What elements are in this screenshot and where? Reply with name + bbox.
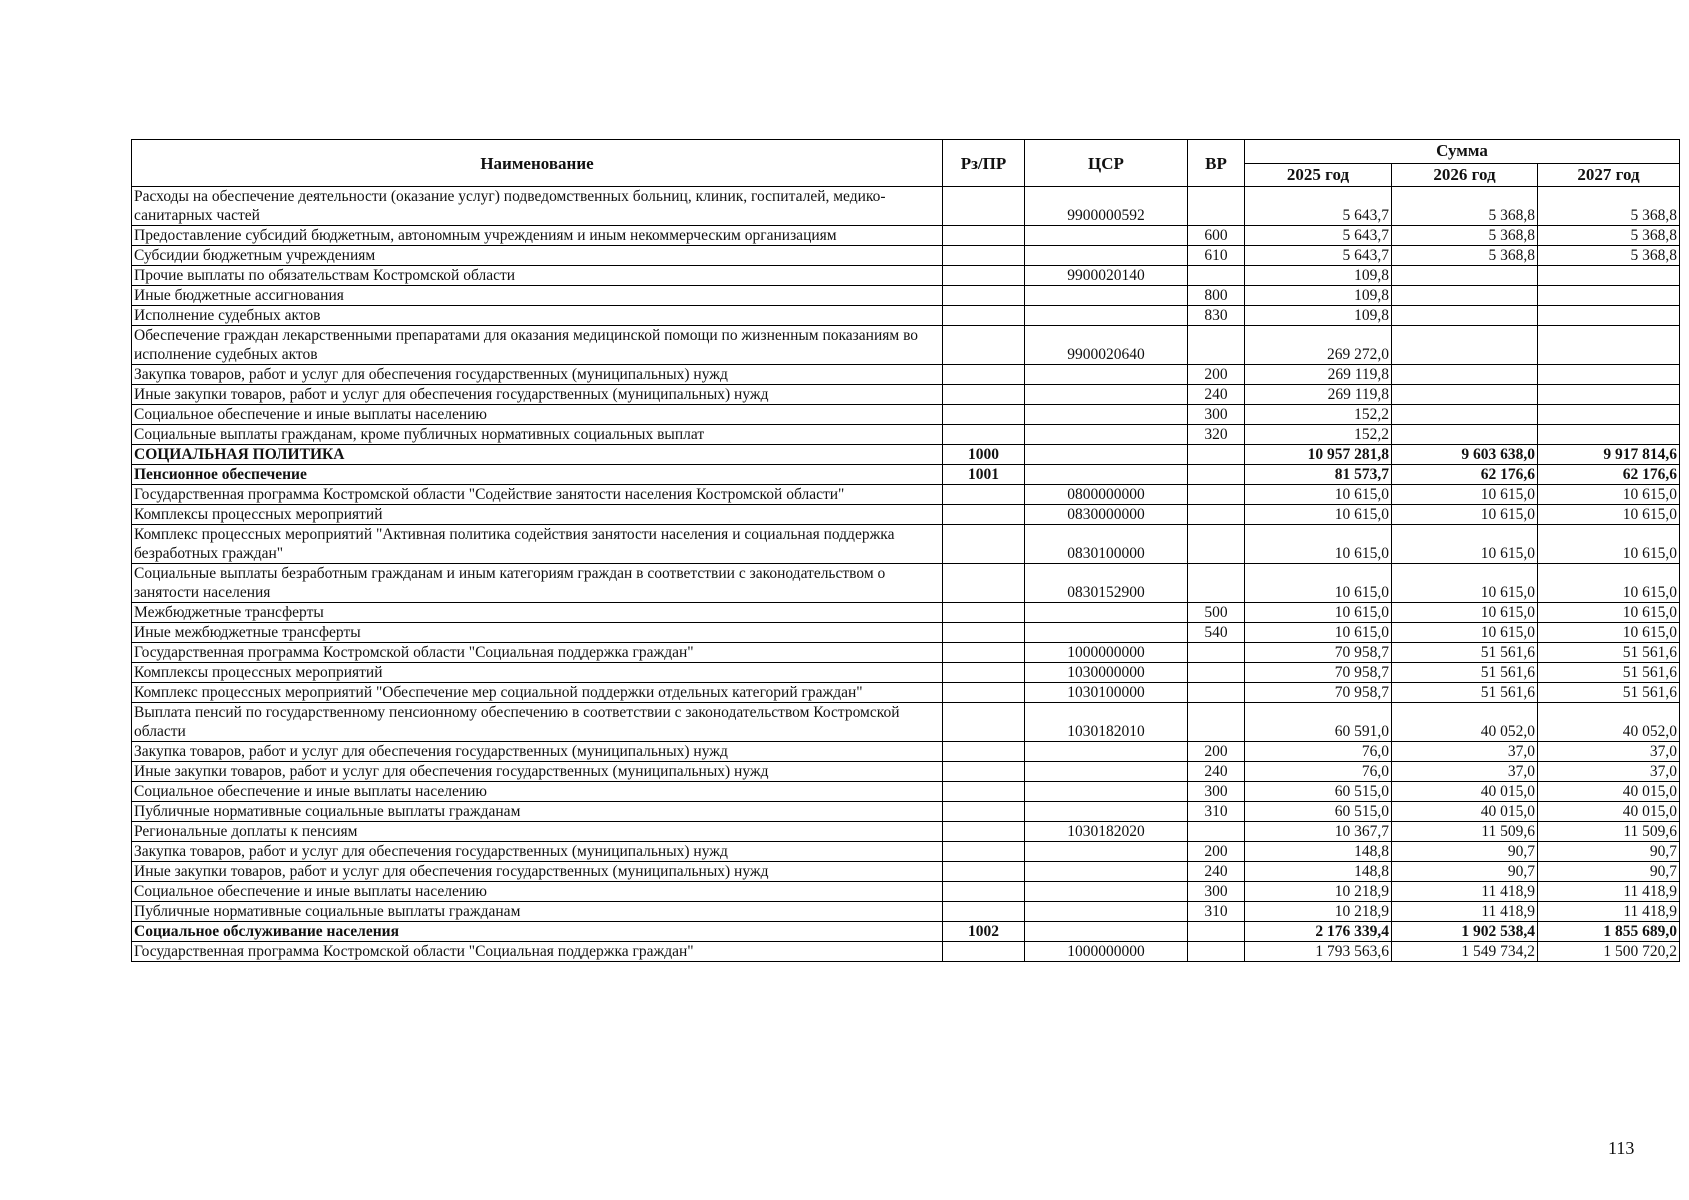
cell-sum-2027: 51 561,6 bbox=[1538, 663, 1680, 683]
cell-sum-2027: 37,0 bbox=[1538, 762, 1680, 782]
cell-name: Социальные выплаты безработным гражданам и иным категориям граждан в соответствии с законодательством о занятости населения bbox=[132, 564, 943, 603]
cell-name: Государственная программа Костромской области "Содействие занятости населения Костромской области" bbox=[132, 485, 943, 505]
cell-sum-2027: 11 418,9 bbox=[1538, 902, 1680, 922]
cell-rz-pr bbox=[943, 485, 1025, 505]
cell-name: Социальное обеспечение и иные выплаты населению bbox=[132, 882, 943, 902]
cell-rz-pr: 1001 bbox=[943, 465, 1025, 485]
table-row bbox=[132, 703, 1680, 742]
cell-name: Социальные выплаты гражданам, кроме публичных нормативных социальных выплат bbox=[132, 425, 943, 445]
table-row bbox=[132, 742, 1680, 762]
cell-name: Иные бюджетные ассигнования bbox=[132, 286, 943, 306]
cell-name: Социальное обеспечение и иные выплаты населению bbox=[132, 405, 943, 425]
cell-vr: 200 bbox=[1188, 742, 1245, 762]
cell-rz-pr bbox=[943, 405, 1025, 425]
cell-sum-2026: 40 015,0 bbox=[1392, 802, 1538, 822]
cell-rz-pr bbox=[943, 187, 1025, 226]
table-row bbox=[132, 802, 1680, 822]
cell-sum-2026: 11 418,9 bbox=[1392, 882, 1538, 902]
cell-vr: 500 bbox=[1188, 603, 1245, 623]
cell-sum-2027: 5 368,8 bbox=[1538, 187, 1680, 226]
cell-sum-2026 bbox=[1392, 425, 1538, 445]
cell-csr bbox=[1025, 922, 1188, 942]
cell-sum-2025: 10 615,0 bbox=[1245, 525, 1392, 564]
cell-sum-2025: 70 958,7 bbox=[1245, 683, 1392, 703]
header-year-2027: 2027 год bbox=[1538, 163, 1680, 187]
cell-sum-2027: 40 015,0 bbox=[1538, 802, 1680, 822]
cell-vr: 300 bbox=[1188, 405, 1245, 425]
cell-name: Закупка товаров, работ и услуг для обеспечения государственных (муниципальных) нужд bbox=[132, 365, 943, 385]
cell-csr: 0800000000 bbox=[1025, 485, 1188, 505]
cell-rz-pr bbox=[943, 306, 1025, 326]
cell-rz-pr bbox=[943, 802, 1025, 822]
cell-sum-2026: 1 902 538,4 bbox=[1392, 922, 1538, 942]
cell-sum-2025: 152,2 bbox=[1245, 425, 1392, 445]
cell-sum-2027 bbox=[1538, 405, 1680, 425]
cell-rz-pr bbox=[943, 286, 1025, 306]
cell-sum-2027: 11 418,9 bbox=[1538, 882, 1680, 902]
cell-sum-2026 bbox=[1392, 405, 1538, 425]
table-row bbox=[132, 226, 1680, 246]
cell-sum-2027: 1 500 720,2 bbox=[1538, 942, 1680, 962]
cell-csr bbox=[1025, 762, 1188, 782]
cell-sum-2025: 60 591,0 bbox=[1245, 703, 1392, 742]
cell-vr: 320 bbox=[1188, 425, 1245, 445]
cell-csr bbox=[1025, 425, 1188, 445]
cell-vr bbox=[1188, 465, 1245, 485]
cell-rz-pr bbox=[943, 603, 1025, 623]
cell-rz-pr bbox=[943, 505, 1025, 525]
cell-sum-2027: 10 615,0 bbox=[1538, 564, 1680, 603]
table-row bbox=[132, 306, 1680, 326]
cell-sum-2026: 10 615,0 bbox=[1392, 525, 1538, 564]
table-row bbox=[132, 902, 1680, 922]
cell-csr bbox=[1025, 445, 1188, 465]
cell-vr bbox=[1188, 445, 1245, 465]
cell-sum-2026: 10 615,0 bbox=[1392, 505, 1538, 525]
cell-vr: 540 bbox=[1188, 623, 1245, 643]
cell-csr bbox=[1025, 842, 1188, 862]
cell-csr bbox=[1025, 882, 1188, 902]
cell-name: Пенсионное обеспечение bbox=[132, 465, 943, 485]
cell-name: Государственная программа Костромской области "Социальная поддержка граждан" bbox=[132, 942, 943, 962]
cell-csr: 9900020140 bbox=[1025, 266, 1188, 286]
cell-vr: 600 bbox=[1188, 226, 1245, 246]
cell-sum-2025: 269 119,8 bbox=[1245, 365, 1392, 385]
cell-sum-2025: 10 615,0 bbox=[1245, 505, 1392, 525]
cell-rz-pr bbox=[943, 643, 1025, 663]
cell-sum-2027: 5 368,8 bbox=[1538, 246, 1680, 266]
cell-vr bbox=[1188, 505, 1245, 525]
cell-sum-2026: 10 615,0 bbox=[1392, 564, 1538, 603]
cell-sum-2026: 40 015,0 bbox=[1392, 782, 1538, 802]
cell-csr: 1000000000 bbox=[1025, 643, 1188, 663]
cell-sum-2027: 37,0 bbox=[1538, 742, 1680, 762]
cell-name: Субсидии бюджетным учреждениям bbox=[132, 246, 943, 266]
cell-csr bbox=[1025, 902, 1188, 922]
table-row bbox=[132, 762, 1680, 782]
cell-rz-pr bbox=[943, 623, 1025, 643]
cell-sum-2025: 10 615,0 bbox=[1245, 485, 1392, 505]
cell-csr bbox=[1025, 365, 1188, 385]
cell-name: Межбюджетные трансферты bbox=[132, 603, 943, 623]
cell-vr bbox=[1188, 485, 1245, 505]
cell-rz-pr bbox=[943, 862, 1025, 882]
cell-name: Региональные доплаты к пенсиям bbox=[132, 822, 943, 842]
cell-csr: 9900020640 bbox=[1025, 326, 1188, 365]
cell-rz-pr bbox=[943, 226, 1025, 246]
cell-sum-2026: 37,0 bbox=[1392, 762, 1538, 782]
header-rz-pr: Рз/ПР bbox=[943, 140, 1025, 187]
cell-vr bbox=[1188, 187, 1245, 226]
cell-sum-2027: 10 615,0 bbox=[1538, 623, 1680, 643]
cell-sum-2027: 90,7 bbox=[1538, 842, 1680, 862]
table-row bbox=[132, 405, 1680, 425]
cell-vr: 800 bbox=[1188, 286, 1245, 306]
cell-sum-2025: 269 119,8 bbox=[1245, 385, 1392, 405]
cell-sum-2027 bbox=[1538, 385, 1680, 405]
cell-vr: 830 bbox=[1188, 306, 1245, 326]
cell-vr: 240 bbox=[1188, 762, 1245, 782]
cell-rz-pr bbox=[943, 882, 1025, 902]
cell-csr bbox=[1025, 862, 1188, 882]
section-row bbox=[132, 922, 1680, 942]
cell-vr: 300 bbox=[1188, 882, 1245, 902]
cell-vr: 200 bbox=[1188, 365, 1245, 385]
table-row bbox=[132, 365, 1680, 385]
cell-sum-2027 bbox=[1538, 326, 1680, 365]
cell-sum-2026 bbox=[1392, 365, 1538, 385]
cell-name: Иные закупки товаров, работ и услуг для обеспечения государственных (муниципальных) нужд bbox=[132, 762, 943, 782]
cell-rz-pr bbox=[943, 762, 1025, 782]
cell-rz-pr bbox=[943, 365, 1025, 385]
cell-rz-pr bbox=[943, 663, 1025, 683]
cell-sum-2027: 10 615,0 bbox=[1538, 603, 1680, 623]
cell-sum-2026 bbox=[1392, 306, 1538, 326]
cell-name: Комплекс процессных мероприятий "Обеспечение мер социальной поддержки отдельных категорий граждан" bbox=[132, 683, 943, 703]
cell-vr bbox=[1188, 564, 1245, 603]
cell-sum-2026: 90,7 bbox=[1392, 842, 1538, 862]
cell-sum-2025: 76,0 bbox=[1245, 762, 1392, 782]
cell-csr bbox=[1025, 802, 1188, 822]
cell-sum-2025: 148,8 bbox=[1245, 842, 1392, 862]
cell-sum-2025: 10 218,9 bbox=[1245, 902, 1392, 922]
cell-sum-2027 bbox=[1538, 425, 1680, 445]
cell-name: Иные закупки товаров, работ и услуг для обеспечения государственных (муниципальных) нужд bbox=[132, 862, 943, 882]
cell-csr: 0830000000 bbox=[1025, 505, 1188, 525]
cell-sum-2027: 9 917 814,6 bbox=[1538, 445, 1680, 465]
cell-sum-2026: 40 052,0 bbox=[1392, 703, 1538, 742]
cell-sum-2026: 11 509,6 bbox=[1392, 822, 1538, 842]
cell-vr: 240 bbox=[1188, 385, 1245, 405]
table-row bbox=[132, 564, 1680, 603]
cell-name: Публичные нормативные социальные выплаты гражданам bbox=[132, 902, 943, 922]
cell-sum-2026: 51 561,6 bbox=[1392, 643, 1538, 663]
cell-csr: 1030100000 bbox=[1025, 683, 1188, 703]
cell-sum-2025: 76,0 bbox=[1245, 742, 1392, 762]
table-row bbox=[132, 187, 1680, 226]
cell-vr bbox=[1188, 942, 1245, 962]
cell-sum-2027: 51 561,6 bbox=[1538, 643, 1680, 663]
cell-name: Предоставление субсидий бюджетным, автономным учреждениям и иным некоммерческим организациям bbox=[132, 226, 943, 246]
cell-sum-2025: 10 218,9 bbox=[1245, 882, 1392, 902]
cell-csr: 0830152900 bbox=[1025, 564, 1188, 603]
header-year-2026: 2026 год bbox=[1392, 163, 1538, 187]
cell-vr bbox=[1188, 643, 1245, 663]
cell-sum-2027: 40 015,0 bbox=[1538, 782, 1680, 802]
cell-sum-2025: 109,8 bbox=[1245, 266, 1392, 286]
cell-rz-pr bbox=[943, 942, 1025, 962]
cell-vr bbox=[1188, 703, 1245, 742]
cell-name: Выплата пенсий по государственному пенсионному обеспечению в соответствии с законодательством Костромской области bbox=[132, 703, 943, 742]
cell-name: Расходы на обеспечение деятельности (оказание услуг) подведомственных больниц, клиник, госпиталей, медико-санитарных частей bbox=[132, 187, 943, 226]
table-row bbox=[132, 525, 1680, 564]
cell-sum-2025: 10 957 281,8 bbox=[1245, 445, 1392, 465]
table-row bbox=[132, 623, 1680, 643]
cell-sum-2026 bbox=[1392, 266, 1538, 286]
table-row bbox=[132, 842, 1680, 862]
table-row bbox=[132, 643, 1680, 663]
table-row bbox=[132, 882, 1680, 902]
cell-sum-2026: 90,7 bbox=[1392, 862, 1538, 882]
cell-sum-2027: 11 509,6 bbox=[1538, 822, 1680, 842]
cell-csr bbox=[1025, 226, 1188, 246]
cell-vr: 240 bbox=[1188, 862, 1245, 882]
cell-rz-pr bbox=[943, 525, 1025, 564]
cell-vr: 310 bbox=[1188, 802, 1245, 822]
cell-sum-2025: 148,8 bbox=[1245, 862, 1392, 882]
table-row bbox=[132, 683, 1680, 703]
section-row bbox=[132, 465, 1680, 485]
cell-vr bbox=[1188, 683, 1245, 703]
cell-name: Исполнение судебных актов bbox=[132, 306, 943, 326]
cell-sum-2027: 1 855 689,0 bbox=[1538, 922, 1680, 942]
cell-sum-2025: 269 272,0 bbox=[1245, 326, 1392, 365]
cell-sum-2025: 10 615,0 bbox=[1245, 564, 1392, 603]
header-year-2025: 2025 год bbox=[1245, 163, 1392, 187]
cell-sum-2025: 5 643,7 bbox=[1245, 246, 1392, 266]
cell-sum-2026: 11 418,9 bbox=[1392, 902, 1538, 922]
table-row bbox=[132, 942, 1680, 962]
cell-sum-2027: 90,7 bbox=[1538, 862, 1680, 882]
cell-rz-pr bbox=[943, 246, 1025, 266]
table-row bbox=[132, 485, 1680, 505]
cell-sum-2026: 51 561,6 bbox=[1392, 663, 1538, 683]
cell-sum-2026: 1 549 734,2 bbox=[1392, 942, 1538, 962]
cell-vr bbox=[1188, 326, 1245, 365]
cell-sum-2027: 5 368,8 bbox=[1538, 226, 1680, 246]
cell-name: Комплекс процессных мероприятий "Активная политика содействия занятости населения и социальная поддержка безработных граждан" bbox=[132, 525, 943, 564]
cell-csr: 1030182010 bbox=[1025, 703, 1188, 742]
table-header bbox=[132, 140, 1680, 187]
table-row bbox=[132, 286, 1680, 306]
cell-sum-2025: 5 643,7 bbox=[1245, 187, 1392, 226]
table-row bbox=[132, 782, 1680, 802]
cell-rz-pr bbox=[943, 425, 1025, 445]
cell-sum-2026: 10 615,0 bbox=[1392, 485, 1538, 505]
cell-name: СОЦИАЛЬНАЯ ПОЛИТИКА bbox=[132, 445, 943, 465]
cell-rz-pr bbox=[943, 742, 1025, 762]
cell-sum-2025: 81 573,7 bbox=[1245, 465, 1392, 485]
cell-vr: 200 bbox=[1188, 842, 1245, 862]
cell-vr bbox=[1188, 525, 1245, 564]
cell-csr bbox=[1025, 246, 1188, 266]
cell-sum-2026: 51 561,6 bbox=[1392, 683, 1538, 703]
table-row bbox=[132, 663, 1680, 683]
cell-name: Закупка товаров, работ и услуг для обеспечения государственных (муниципальных) нужд bbox=[132, 842, 943, 862]
cell-name: Обеспечение граждан лекарственными препаратами для оказания медицинской помощи по жизненным показаниям во исполнение судебных актов bbox=[132, 326, 943, 365]
cell-csr bbox=[1025, 742, 1188, 762]
cell-sum-2026: 37,0 bbox=[1392, 742, 1538, 762]
section-row bbox=[132, 445, 1680, 465]
cell-vr: 610 bbox=[1188, 246, 1245, 266]
budget-table bbox=[131, 139, 1680, 962]
table-row bbox=[132, 425, 1680, 445]
cell-csr bbox=[1025, 465, 1188, 485]
cell-sum-2027: 10 615,0 bbox=[1538, 485, 1680, 505]
cell-rz-pr bbox=[943, 703, 1025, 742]
header-name: Наименование bbox=[132, 140, 943, 187]
table-row bbox=[132, 505, 1680, 525]
cell-csr bbox=[1025, 603, 1188, 623]
cell-name: Публичные нормативные социальные выплаты гражданам bbox=[132, 802, 943, 822]
header-vr: ВР bbox=[1188, 140, 1245, 187]
cell-sum-2026: 5 368,8 bbox=[1392, 246, 1538, 266]
cell-sum-2025: 10 367,7 bbox=[1245, 822, 1392, 842]
cell-sum-2027: 40 052,0 bbox=[1538, 703, 1680, 742]
cell-sum-2026 bbox=[1392, 286, 1538, 306]
cell-name: Иные межбюджетные трансферты bbox=[132, 623, 943, 643]
cell-name: Иные закупки товаров, работ и услуг для обеспечения государственных (муниципальных) нужд bbox=[132, 385, 943, 405]
cell-name: Комплексы процессных мероприятий bbox=[132, 663, 943, 683]
table-row bbox=[132, 385, 1680, 405]
cell-sum-2026 bbox=[1392, 385, 1538, 405]
cell-sum-2026: 5 368,8 bbox=[1392, 187, 1538, 226]
header-csr: ЦСР bbox=[1025, 140, 1188, 187]
cell-csr bbox=[1025, 782, 1188, 802]
page-number: 113 bbox=[1608, 1138, 1635, 1158]
cell-sum-2027: 51 561,6 bbox=[1538, 683, 1680, 703]
cell-name: Комплексы процессных мероприятий bbox=[132, 505, 943, 525]
cell-vr: 300 bbox=[1188, 782, 1245, 802]
cell-rz-pr bbox=[943, 822, 1025, 842]
cell-rz-pr bbox=[943, 842, 1025, 862]
cell-name: Социальное обеспечение и иные выплаты населению bbox=[132, 782, 943, 802]
table-row bbox=[132, 603, 1680, 623]
cell-rz-pr bbox=[943, 902, 1025, 922]
cell-csr: 9900000592 bbox=[1025, 187, 1188, 226]
cell-csr bbox=[1025, 405, 1188, 425]
cell-rz-pr bbox=[943, 266, 1025, 286]
cell-csr bbox=[1025, 385, 1188, 405]
cell-sum-2026: 9 603 638,0 bbox=[1392, 445, 1538, 465]
cell-sum-2027 bbox=[1538, 365, 1680, 385]
cell-name: Прочие выплаты по обязательствам Костромской области bbox=[132, 266, 943, 286]
cell-sum-2026 bbox=[1392, 326, 1538, 365]
cell-rz-pr bbox=[943, 683, 1025, 703]
cell-sum-2026: 10 615,0 bbox=[1392, 623, 1538, 643]
cell-vr: 310 bbox=[1188, 902, 1245, 922]
cell-vr bbox=[1188, 922, 1245, 942]
header-sum: Сумма bbox=[1245, 140, 1680, 164]
cell-sum-2025: 60 515,0 bbox=[1245, 782, 1392, 802]
cell-csr: 1030182020 bbox=[1025, 822, 1188, 842]
cell-name: Закупка товаров, работ и услуг для обеспечения государственных (муниципальных) нужд bbox=[132, 742, 943, 762]
cell-sum-2025: 10 615,0 bbox=[1245, 603, 1392, 623]
cell-sum-2025: 5 643,7 bbox=[1245, 226, 1392, 246]
cell-sum-2025: 70 958,7 bbox=[1245, 643, 1392, 663]
cell-rz-pr bbox=[943, 385, 1025, 405]
cell-sum-2027 bbox=[1538, 286, 1680, 306]
table-row bbox=[132, 862, 1680, 882]
cell-csr: 1030000000 bbox=[1025, 663, 1188, 683]
cell-csr bbox=[1025, 306, 1188, 326]
cell-sum-2027: 62 176,6 bbox=[1538, 465, 1680, 485]
cell-vr bbox=[1188, 266, 1245, 286]
cell-name: Социальное обслуживание населения bbox=[132, 922, 943, 942]
cell-sum-2025: 109,8 bbox=[1245, 286, 1392, 306]
cell-sum-2025: 109,8 bbox=[1245, 306, 1392, 326]
cell-rz-pr: 1002 bbox=[943, 922, 1025, 942]
cell-vr bbox=[1188, 822, 1245, 842]
cell-vr bbox=[1188, 663, 1245, 683]
cell-sum-2026: 10 615,0 bbox=[1392, 603, 1538, 623]
table-row bbox=[132, 266, 1680, 286]
cell-sum-2025: 70 958,7 bbox=[1245, 663, 1392, 683]
table-row bbox=[132, 326, 1680, 365]
cell-sum-2027 bbox=[1538, 306, 1680, 326]
cell-sum-2025: 10 615,0 bbox=[1245, 623, 1392, 643]
cell-sum-2026: 5 368,8 bbox=[1392, 226, 1538, 246]
cell-csr bbox=[1025, 286, 1188, 306]
cell-csr: 1000000000 bbox=[1025, 942, 1188, 962]
table-body bbox=[132, 187, 1680, 962]
table-row bbox=[132, 822, 1680, 842]
cell-sum-2025: 1 793 563,6 bbox=[1245, 942, 1392, 962]
cell-csr bbox=[1025, 623, 1188, 643]
cell-rz-pr bbox=[943, 564, 1025, 603]
cell-sum-2025: 152,2 bbox=[1245, 405, 1392, 425]
table-row bbox=[132, 246, 1680, 266]
cell-sum-2025: 60 515,0 bbox=[1245, 802, 1392, 822]
cell-sum-2027: 10 615,0 bbox=[1538, 525, 1680, 564]
cell-sum-2027 bbox=[1538, 266, 1680, 286]
cell-csr: 0830100000 bbox=[1025, 525, 1188, 564]
cell-sum-2027: 10 615,0 bbox=[1538, 505, 1680, 525]
cell-rz-pr: 1000 bbox=[943, 445, 1025, 465]
cell-sum-2026: 62 176,6 bbox=[1392, 465, 1538, 485]
cell-sum-2025: 2 176 339,4 bbox=[1245, 922, 1392, 942]
cell-rz-pr bbox=[943, 326, 1025, 365]
cell-rz-pr bbox=[943, 782, 1025, 802]
cell-name: Государственная программа Костромской области "Социальная поддержка граждан" bbox=[132, 643, 943, 663]
